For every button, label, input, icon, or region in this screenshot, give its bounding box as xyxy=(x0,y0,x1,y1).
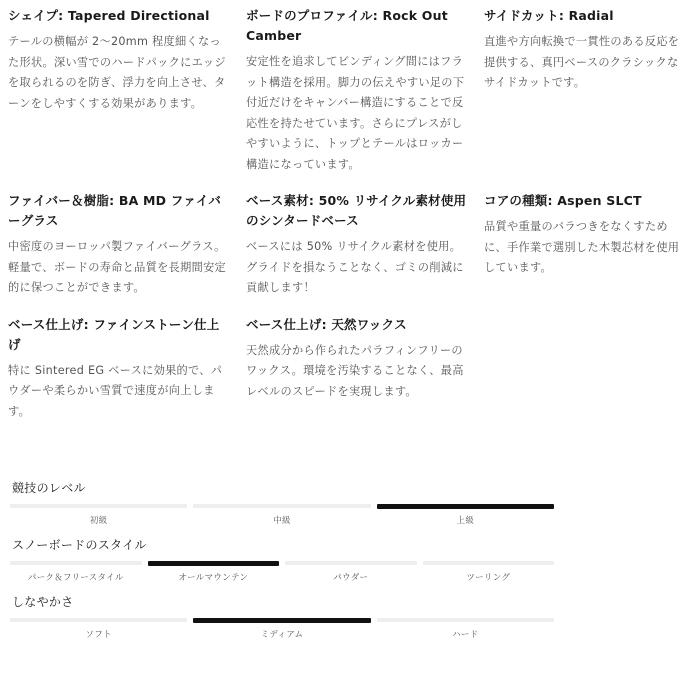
rating-scales xyxy=(10,480,554,651)
rating-labels xyxy=(10,515,554,527)
spec-base-finish-wax xyxy=(246,315,484,423)
rating-labels xyxy=(10,572,554,584)
spec-description: 品質や重量のバラつきをなくすために、手作業で選別した木製芯材を使用しています。 xyxy=(484,220,680,274)
spec-description: テールの横幅が 2〜20mm 程度細くなった形状。深い雪でのハードパックにエッジを取られるのを防ぎ、浮力を向上させ、ターンをしやすくする効果があります。 xyxy=(8,35,226,110)
rating-segment xyxy=(377,618,554,622)
rating-title: しなやかさ xyxy=(12,595,74,609)
rating-option-label: 初級 xyxy=(89,516,108,526)
spec-base-material xyxy=(246,191,484,299)
rating-option-label: パウダー xyxy=(333,573,369,583)
rating-option-label: 中級 xyxy=(273,516,291,526)
spec-title: ボードのプロファイル: Rock Out Camber xyxy=(246,8,448,43)
spec-title: ベース素材: 50% リサイクル素材使用のシンタードベース xyxy=(246,193,467,228)
spec-title: ベース仕上げ: 天然ワックス xyxy=(246,316,407,332)
spec-description: 安定性を追求してビンディング間にはフラット構造を採用。脚力の伝えやすい足の下付近だけをキャンバー構造にすることで反応性を持たせています。さらにプレスがしやすいように、トップとテールはロッカー構造になっています。 xyxy=(246,55,465,171)
rating-track xyxy=(10,560,554,566)
spec-shape xyxy=(8,6,246,175)
rating-segment xyxy=(10,618,187,622)
rating-skill-level xyxy=(10,480,554,527)
spec-description: 直進や方向転換で一貫性のある反応を提供する、真円ベースのクラシックなサイドカットです。 xyxy=(484,35,680,89)
rating-title: スノーボードのスタイル xyxy=(12,538,147,552)
rating-track xyxy=(10,503,554,509)
spec-description: 中密度のヨーロッパ製ファイバーグラス。軽量で、ボードの寿命と品質を長期間安定的に保つことができます。 xyxy=(8,240,227,294)
rating-segment xyxy=(10,561,142,565)
spec-description: 天然成分から作られたパラフィンフリーのワックス。環境を汚染することなく、最高レベルのスピードを実現します。 xyxy=(246,343,464,398)
spec-profile xyxy=(246,6,484,175)
spec-base-finish-stone xyxy=(8,315,246,423)
rating-segment xyxy=(285,561,417,565)
spec-sidecut xyxy=(484,6,694,175)
spec-fiber-resin xyxy=(8,191,246,299)
spec-title: ファイバー＆樹脂: BA MD ファイバーグラス xyxy=(8,193,222,228)
spec-description: 特に Sintered EG ベースに効果的で、パウダーや柔らかい雪質で速度が向上します。 xyxy=(8,363,223,418)
rating-segment xyxy=(423,561,555,565)
rating-option-label: ソフト xyxy=(85,630,112,640)
spec-core xyxy=(484,191,694,299)
spec-description: ベースには 50% リサイクル素材を使用。グライドを損なうことなく、ゴミの削減に貢献します！ xyxy=(246,240,464,294)
rating-segment xyxy=(193,504,370,508)
rating-option-label: ミディアム xyxy=(260,630,304,640)
rating-option-label: 上級 xyxy=(456,516,475,526)
rating-option-label: ハード xyxy=(452,630,479,640)
rating-labels xyxy=(10,629,554,641)
spec-title: コアの種類: Aspen SLCT xyxy=(484,193,642,208)
rating-segment xyxy=(148,561,280,566)
rating-track xyxy=(10,617,554,623)
rating-title: 競技のレベル xyxy=(12,481,86,495)
rating-option-label: オールマウンテン xyxy=(178,573,249,583)
rating-segment xyxy=(193,618,370,623)
rating-snowboard-style xyxy=(10,537,554,584)
rating-flex xyxy=(10,594,554,641)
spec-title: ベース仕上げ: ファインストーン仕上げ xyxy=(8,316,220,352)
rating-segment xyxy=(377,504,554,509)
spec-title: シェイプ: Tapered Directional xyxy=(8,8,210,23)
rating-option-label: パーク＆フリースタイル xyxy=(27,573,124,583)
rating-segment xyxy=(10,504,187,508)
spec-title: サイドカット: Radial xyxy=(484,8,614,23)
rating-option-label: ツーリング xyxy=(466,573,511,583)
spec-grid xyxy=(8,6,694,422)
